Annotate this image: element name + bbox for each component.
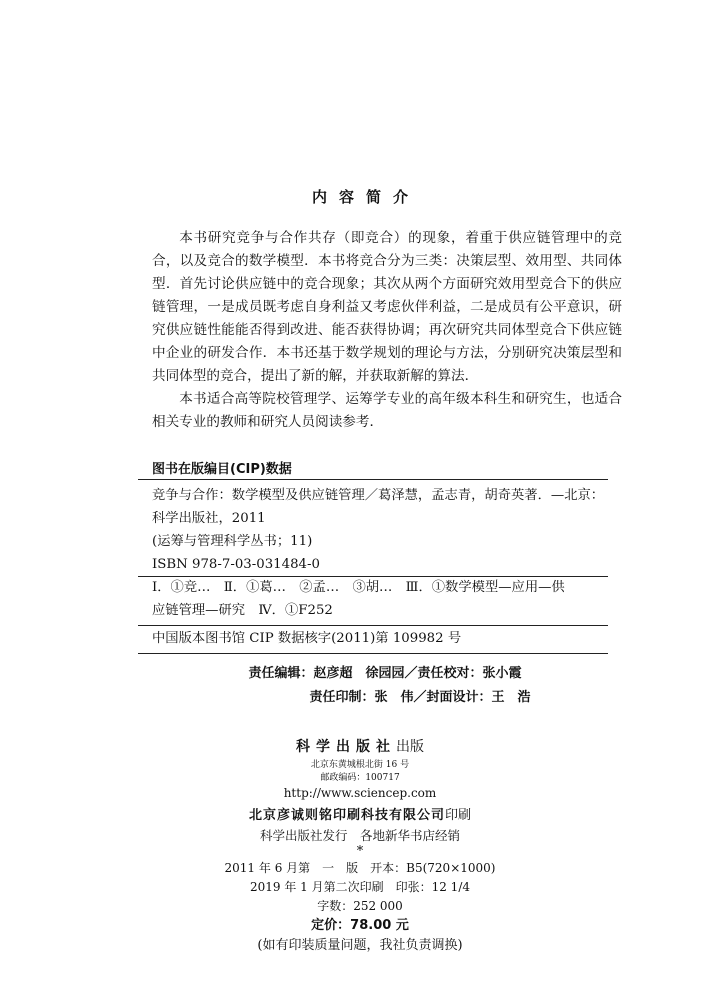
cip-bottom-rule	[138, 653, 608, 654]
cip-class-line-1: Ⅰ．①竞… Ⅱ．①葛… ②孟… ③胡… Ⅲ．①数学模型—应用—供	[152, 580, 565, 595]
publisher-postcode: 邮政编码：100717	[320, 773, 400, 783]
cip-isbn: ISBN 978-7-03-031484-0	[152, 557, 320, 572]
publisher-suffix: 出版	[396, 739, 424, 755]
printer-name: 北京彦诚则铭印刷科技有限公司	[248, 808, 445, 823]
separator-star: *	[356, 844, 364, 859]
cip-title-line: 竞争与合作：数学模型及供应链管理／葛泽慧，孟志青，胡奇英著．—北京：	[152, 488, 605, 503]
synopsis-paragraph-1: 本书研究竞争与合作共存（即竞合）的现象，着重于供应链管理中的竞合，以及竞合的数学模型．本书将竞合分为三类：决策层型、效用型、共同体型．首先讨论供应链中的竞合现象；其次从两个方面研究效用型竞合下的供应链管理，一是成员既考虑自身利益又考虑伙伴利益，二是成员有公平意识，研究供应链性能能否得到改进、能否获得协调；再次研究共同体型竞合下供应链中企业的研发合作．本书还基于数学规划的理论与方法，分别研究决策层型和共同体型的竞合，提出了新的解，并获取新解的算法．	[152, 230, 622, 384]
cip-imprint-line: 科学出版社，2011	[152, 511, 266, 526]
cip-verification-row	[138, 627, 608, 650]
synopsis-paragraph-2: 本书适合高等院校管理学、运筹学专业的高年级本科生和研究生，也适合相关专业的教师和研究人员阅读参考．	[152, 391, 622, 430]
edition-first: 2011 年 6 月第 一 版 开本：B5(720×1000)	[224, 861, 496, 875]
synopsis-title: 内容简介	[311, 188, 420, 206]
cip-top-rule	[138, 479, 608, 480]
distribution: 科学出版社发行 各地新华书店经销	[259, 828, 460, 843]
cip-lower-rule	[138, 625, 608, 626]
publisher-url: http://www.sciencep.com	[283, 786, 437, 800]
colophon	[0, 736, 720, 956]
price: 定价：78.00 元	[311, 918, 409, 933]
credits-editors: 责任编辑：赵彦超 徐园园／责任校对：张小霞	[248, 666, 522, 681]
printer-suffix: 印刷	[445, 808, 472, 823]
publisher-address: 北京东黄城根北街 16 号	[310, 760, 410, 770]
credits	[0, 662, 720, 710]
edition-reprint: 2019 年 1 月第二次印刷 印张：12 1/4	[249, 880, 470, 894]
printer-line	[0, 804, 720, 823]
cip-class-line-2: 应链管理—研究 Ⅳ．①F252	[152, 603, 333, 618]
cip-series: (运筹与管理科学丛书；11)	[152, 534, 313, 549]
quality-notice: (如有印装质量问题，我社负责调换)	[257, 938, 463, 953]
credits-production: 责任印制：张 伟／封面设计：王 浩	[309, 690, 531, 705]
cip-classification	[138, 576, 608, 622]
publisher-line	[0, 736, 720, 756]
cip-verification: 中国版本图书馆 CIP 数据核字(2011)第 109982 号	[152, 631, 462, 646]
cip-record	[138, 484, 608, 576]
cip-heading: 图书在版编目(CIP)数据	[152, 462, 292, 477]
synopsis-body	[152, 227, 622, 434]
publisher-name: 科学出版社	[296, 739, 396, 755]
word-count: 字数：252 000	[317, 899, 403, 913]
